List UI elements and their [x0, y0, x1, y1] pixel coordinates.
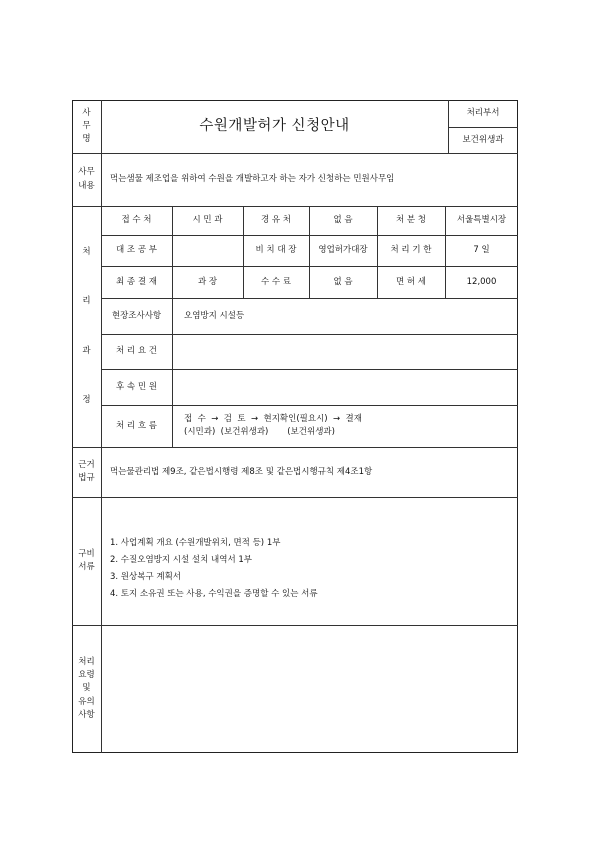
process-flow	[184, 405, 504, 447]
register-label: 비 치 대 장	[255, 245, 297, 256]
affair-label-char: 명	[82, 134, 91, 145]
reference-ledger-value	[172, 235, 243, 266]
notes-label	[72, 625, 101, 753]
affair-label-char: 무	[82, 120, 91, 131]
list-item: 2. 수질오염방지 시설 설치 내역서 1부	[110, 555, 252, 565]
process-flow-steps: 접 수 → 검 토 → 현지확인(필요시) → 결재	[184, 413, 362, 424]
content-label-line: 내용	[78, 180, 95, 191]
process-label	[72, 206, 101, 447]
legal-basis-text: 먹는물관리법 제9조, 같은법시행령 제8조 및 같은법시행규칙 제4조1항	[110, 466, 373, 477]
site-survey-value: 오염방지 시설등	[184, 310, 245, 321]
license-tax-label: 면 허 세	[395, 276, 427, 287]
fee-value: 없 음	[333, 276, 353, 287]
list-item: 4. 토지 소유권 또는 사용, 수익권을 증명할 수 있는 서류	[110, 589, 318, 599]
page-title: 수원개발허가 신청안내	[199, 118, 350, 135]
notes-label-line: 및	[82, 683, 91, 694]
via-office-label: 경 유 처	[260, 215, 292, 226]
requirements-label: 처 리 요 건	[116, 346, 157, 357]
required-documents-label-line: 구비	[78, 548, 95, 559]
process-label-char: 처	[82, 247, 91, 258]
content-label-line: 사무	[78, 167, 95, 178]
intake-office-label: 접 수 처	[121, 215, 152, 226]
process-label-char: 과	[82, 345, 91, 356]
content-label	[72, 153, 101, 206]
license-tax-value: 12,000	[466, 276, 497, 287]
legal-basis-label-line: 근거	[78, 459, 95, 470]
dept-value: 보건위생과	[462, 134, 504, 145]
required-documents-list	[110, 535, 510, 603]
notes-label-line: 요령	[78, 670, 95, 681]
follow-up-value	[184, 369, 504, 405]
list-item: 1. 사업계획 개요 (수원개발위치, 면적 등) 1부	[110, 538, 281, 548]
dept-label: 처리부서	[466, 108, 500, 119]
process-label-char: 정	[82, 394, 91, 405]
process-label-char: 리	[82, 296, 91, 307]
legal-basis-label-line: 법규	[78, 473, 95, 483]
fee-label: 수 수 료	[260, 276, 292, 287]
required-documents-label-line: 서류	[78, 562, 95, 572]
final-approval-label: 최 종 결 재	[116, 276, 157, 287]
legal-basis-label	[72, 447, 101, 497]
reference-ledger-label: 대 조 공 부	[116, 245, 157, 256]
site-survey-label: 현장조사사항	[111, 310, 162, 321]
processing-period-value: 7 일	[473, 245, 490, 256]
notes-label-line: 처리	[78, 657, 95, 668]
notes-text	[110, 625, 510, 753]
follow-up-label: 후 속 민 원	[116, 381, 157, 392]
content-text: 먹는샘물 제조업을 위하여 수원을 개발하고자 하는 자가 신청하는 민원사무임	[110, 174, 395, 185]
notes-label-line: 유의	[78, 696, 95, 707]
process-flow-departments: (시민과) (보건위생과) (보건위생과)	[184, 427, 335, 437]
affair-label-char: 사	[82, 107, 91, 118]
via-office-value: 없 음	[333, 215, 353, 226]
requirements-value	[184, 334, 504, 369]
required-documents-label	[72, 497, 101, 625]
processing-period-label: 처 리 기 한	[390, 245, 432, 256]
affair-label	[72, 100, 101, 153]
final-approval-value: 과 장	[197, 276, 218, 287]
notes-label-line: 사항	[78, 709, 95, 720]
disposition-authority-label: 처 분 청	[395, 215, 427, 226]
process-flow-label: 처 리 흐 름	[116, 420, 157, 431]
disposition-authority-value: 서울특별시장	[456, 215, 507, 226]
register-value: 영업허가대장	[318, 245, 368, 256]
list-item: 3. 원상복구 계획서	[110, 572, 181, 582]
intake-office-value: 시 민 과	[192, 215, 223, 226]
